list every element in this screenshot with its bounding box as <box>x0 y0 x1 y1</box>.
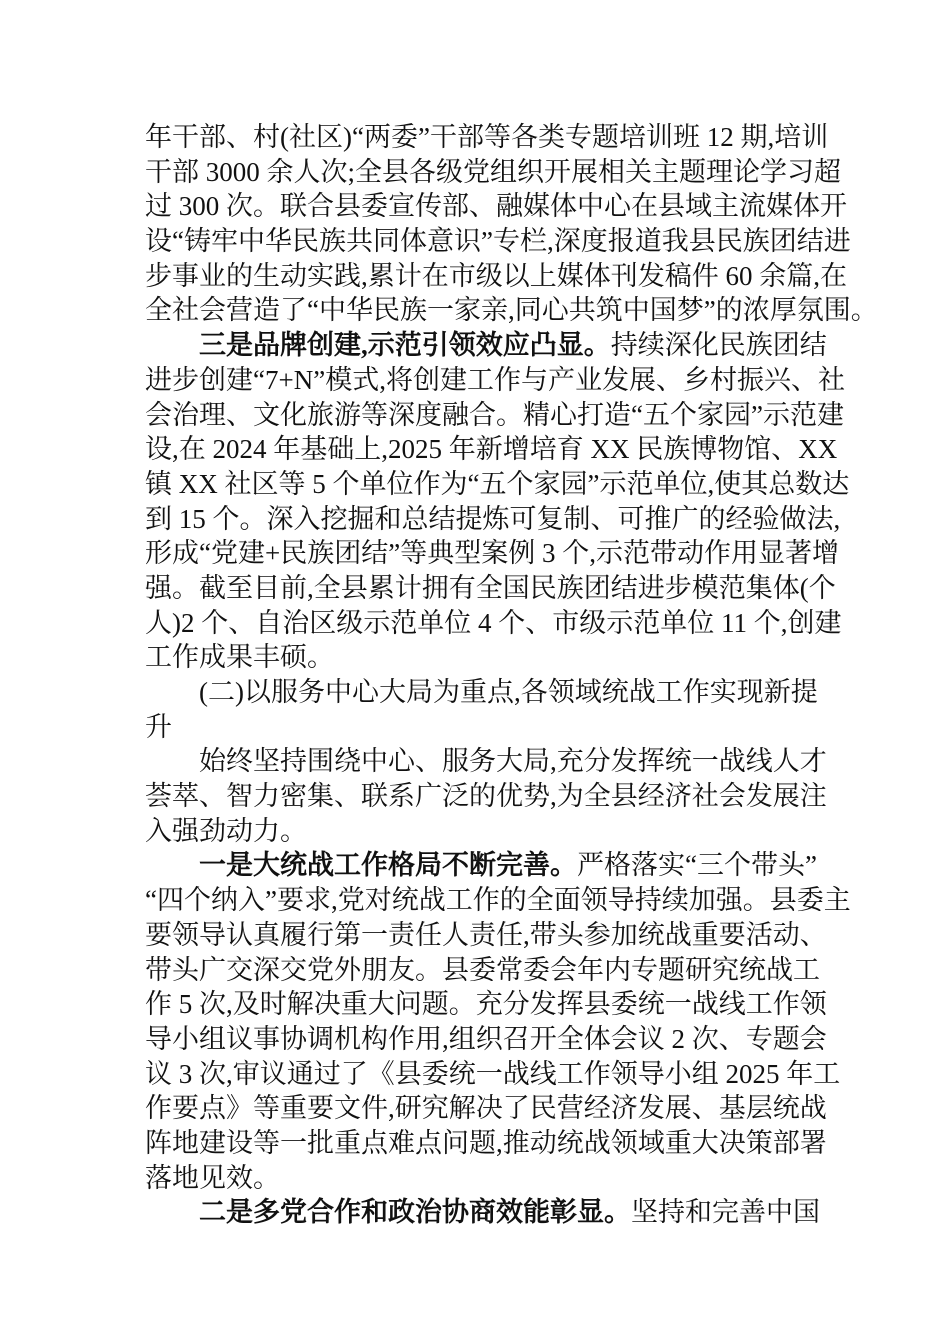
line-text: 步事业的生动实践,累计在市级以上媒体刊发稿件 60 余篇,在 <box>145 260 847 291</box>
line-text: 会治理、文化旅游等深度融合。精心打造“五个家园”示范建 <box>145 399 844 430</box>
line-text: 要领导认真履行第一责任人责任,带头参加统战重要活动、 <box>145 919 827 950</box>
line-text: 坚持和完善中国 <box>631 1197 820 1228</box>
text-line <box>145 398 844 433</box>
line-text: 强。截至目前,全县累计拥有全国民族团结进步模范集体(个 <box>145 572 836 603</box>
text-line <box>145 675 818 710</box>
text-line <box>145 606 842 641</box>
line-text: 形成“党建+民族团结”等典型案例 3 个,示范带动作用显著增 <box>145 538 839 569</box>
text-line <box>145 710 807 745</box>
line-text: 始终坚持围绕中心、服务大局,充分发挥统一战线人才 <box>199 746 827 777</box>
text-line <box>145 432 838 467</box>
line-text: “四个纳入”要求,党对统战工作的全面领导持续加强。县委主 <box>145 885 851 916</box>
line-text: 落地见效。 <box>145 1162 280 1193</box>
line-text: 全社会营造了“中华民族一家亲,同心共筑中国梦”的浓厚氛围。 <box>145 295 878 326</box>
line-text: 作 5 次,及时解决重大问题。充分发挥县委统一战线工作领 <box>145 989 827 1020</box>
text-line <box>145 328 827 363</box>
text-line <box>145 883 851 918</box>
text-line <box>145 1091 827 1126</box>
text-line <box>145 224 851 259</box>
text-line <box>145 1195 820 1230</box>
text-line <box>145 918 827 953</box>
line-text: 阵地建设等一批重点难点问题,推动统战领域重大决策部署 <box>145 1127 827 1158</box>
line-text: 人)2 个、自治区级示范单位 4 个、市级示范单位 11 个,创建 <box>145 607 842 638</box>
text-line <box>145 640 807 675</box>
text-line <box>145 1022 827 1057</box>
line-text: 带头广交深交党外朋友。县委常委会年内专题研究统战工 <box>145 954 820 985</box>
text-line <box>145 814 807 849</box>
text-line <box>145 259 847 294</box>
text-line <box>145 120 829 155</box>
text-line <box>145 155 842 190</box>
line-text: 设,在 2024 年基础上,2025 年新增培育 XX 民族博物馆、XX <box>145 434 838 465</box>
text-line <box>145 1057 841 1092</box>
line-text: 导小组议事协调机构作用,组织召开全体会议 2 次、专题会 <box>145 1023 827 1054</box>
document-page <box>145 120 878 1230</box>
line-text: 到 15 个。深入挖掘和总结提炼可复制、可推广的经验做法, <box>145 503 841 534</box>
line-text: 镇 XX 社区等 5 个单位作为“五个家园”示范单位,使其总数达 <box>145 468 850 499</box>
line-text: 议 3 次,审议通过了《县委统一战线工作领导小组 2025 年工 <box>145 1058 841 1089</box>
text-line <box>145 1126 827 1161</box>
line-text: 持续深化民族团结 <box>610 330 827 361</box>
line-text: 年干部、村(社区)“两委”干部等各类专题培训班 12 期,培训 <box>145 122 829 152</box>
line-text: 入强劲动力。 <box>145 815 307 846</box>
text-line <box>145 779 827 814</box>
line-text: 严格落实“三个带头” <box>577 850 817 881</box>
line-text: 作要点》等重要文件,研究解决了民营经济发展、基层统战 <box>145 1093 827 1124</box>
bold-heading: 三是品牌创建,示范引领效应凸显。 <box>199 330 611 361</box>
text-line <box>145 467 850 502</box>
text-line <box>145 363 845 398</box>
text-line <box>145 293 878 328</box>
bold-heading: 二是多党合作和政治协商效能彰显。 <box>199 1197 631 1228</box>
line-text: (二)以服务中心大局为重点,各领域统战工作实现新提 <box>199 677 818 707</box>
text-line <box>145 571 836 606</box>
line-text: 进步创建“7+N”模式,将创建工作与产业发展、乡村振兴、社 <box>145 364 845 395</box>
text-line <box>145 1161 807 1196</box>
text-line <box>145 848 817 883</box>
text-line <box>145 189 847 224</box>
text-line <box>145 536 839 571</box>
bold-heading: 一是大统战工作格局不断完善。 <box>199 850 577 881</box>
line-text: 设“铸牢中华民族共同体意识”专栏,深度报道我县民族团结进 <box>145 226 851 257</box>
text-line <box>145 953 820 988</box>
line-text: 过 300 次。联合县委宣传部、融媒体中心在县域主流媒体开 <box>145 191 847 222</box>
line-text: 荟萃、智力密集、联系广泛的优势,为全县经济社会发展注 <box>145 781 827 812</box>
line-text: 升 <box>145 711 172 742</box>
line-text: 工作成果丰硕。 <box>145 642 334 673</box>
text-line <box>145 987 827 1022</box>
line-text: 干部 3000 余人次;全县各级党组织开展相关主题理论学习超 <box>145 156 842 187</box>
text-line <box>145 502 841 537</box>
text-line <box>145 744 827 779</box>
